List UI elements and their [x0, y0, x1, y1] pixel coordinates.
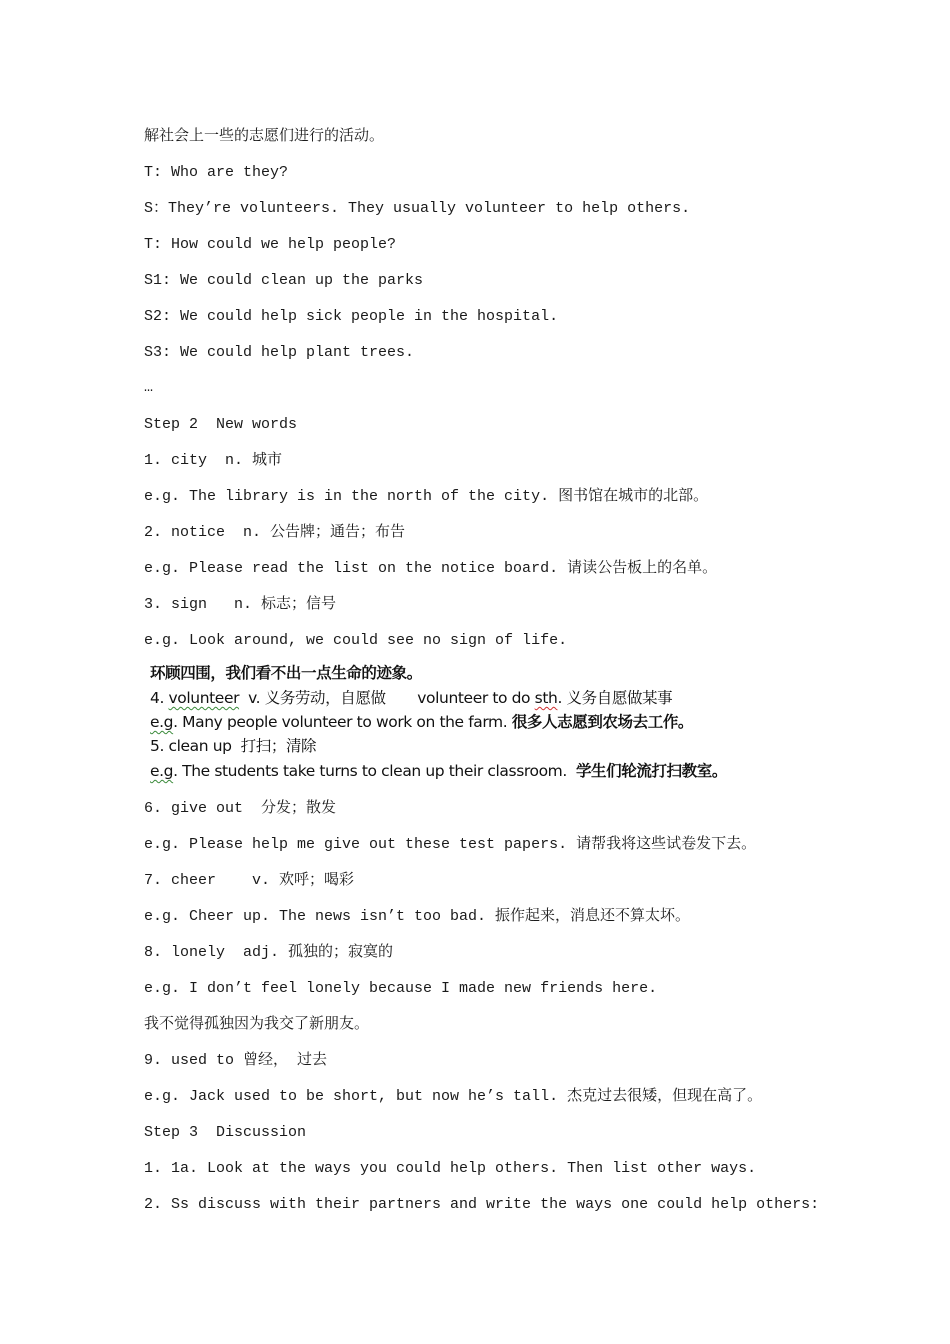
- vocab-entry: 3. sign n. 标志；信号: [144, 596, 337, 613]
- text-line: 2. Ss discuss with their partners and write the ways one could help others:: [144, 1196, 820, 1213]
- vocab-entry: 9. used to 曾经， 过去: [144, 1052, 328, 1069]
- example-sentence: e.g. Jack used to be short, but now he’s tall. 杰克过去很矮，但现在高了。: [144, 1088, 763, 1105]
- text-line: S2: We could help sick people in the hospital.: [144, 308, 559, 325]
- section-heading: Step 2 New words: [144, 416, 298, 433]
- example-sentence: e.g. The students take turns to clean up their classroom. 学生们轮流打扫教室。: [150, 762, 727, 780]
- example-sentence: e.g. Cheer up. The news isn’t too bad. 振作起来，消息还不算太坏。: [144, 908, 691, 925]
- example-sentence: e.g. Many people volunteer to work on the farm. 很多人志愿到农场去工作。: [150, 713, 694, 731]
- section-heading: Step 3 Discussion: [144, 1124, 307, 1141]
- vocab-entry: 8. lonely adj. 孤独的；寂寞的: [144, 944, 394, 961]
- example-sentence: e.g. Please read the list on the notice board. 请读公告板上的名单。: [144, 560, 718, 577]
- text-line: S1: We could clean up the parks: [144, 272, 424, 289]
- vocab-entry: 6. give out 分发；散发: [144, 800, 337, 817]
- example-sentence: e.g. Please help me give out these test papers. 请帮我将这些试卷发下去。: [144, 836, 757, 853]
- text-line: S：They’re volunteers. They usually volunteer to help others.: [144, 200, 691, 217]
- vocab-entry: 7. cheer v. 欢呼；喝彩: [144, 872, 355, 889]
- vocab-entry: 4. volunteer v. 义务劳动，自愿做 volunteer to do sth. 义务自愿做某事: [150, 689, 673, 707]
- example-sentence: e.g. The library is in the north of the city. 图书馆在城市的北部。: [144, 488, 709, 505]
- text-line: 解社会上一些的志愿们进行的活动。: [144, 128, 385, 145]
- vocab-entry: 5. clean up 打扫；清除: [150, 737, 317, 755]
- vocab-entry: 2. notice n. 公告牌；通告；布告: [144, 524, 406, 541]
- translation-line: 我不觉得孤独因为我交了新朋友。: [144, 1016, 370, 1033]
- vocab-entry: 1. city n. 城市: [144, 452, 283, 469]
- ellipsis-line: …: [144, 379, 154, 396]
- text-line: S3: We could help plant trees.: [144, 344, 415, 361]
- text-line: 1. 1a. Look at the ways you could help others. Then list other ways.: [144, 1160, 757, 1177]
- pasted-image-block: [150, 660, 770, 786]
- example-sentence: e.g. I don’t feel lonely because I made new friends here.: [144, 980, 658, 997]
- text-line: T: How could we help people?: [144, 236, 397, 253]
- translation-line: 环顾四围，我们看不出一点生命的迹象。: [150, 664, 422, 682]
- text-line: T: Who are they?: [144, 164, 289, 181]
- example-sentence: e.g. Look around, we could see no sign of life.: [144, 632, 568, 649]
